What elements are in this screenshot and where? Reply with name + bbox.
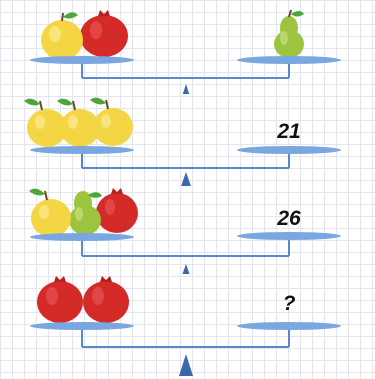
left-plate [30, 146, 134, 154]
pear-icon [274, 10, 304, 58]
apple-icon [29, 189, 71, 237]
scale-3 [0, 180, 375, 274]
scale-4 [0, 272, 375, 366]
pomegranate-icon [37, 276, 83, 323]
left-plate [30, 322, 134, 330]
right-plate [237, 322, 341, 330]
scale-4-drawing [0, 272, 375, 379]
pomegranate-icon [80, 10, 128, 57]
right-plate [237, 146, 341, 154]
left-plate [30, 233, 134, 241]
right-plate [237, 232, 341, 240]
scale-1-drawing [0, 0, 375, 94]
scale-1 [0, 0, 375, 94]
apple-icon [41, 12, 83, 60]
scale-4-value: ? [282, 292, 296, 315]
fulcrum-icon [179, 354, 193, 376]
pomegranate-icon [83, 276, 129, 323]
scale-2-value: 21 [277, 120, 301, 143]
left-plate [30, 56, 134, 64]
scale-3-value: 26 [277, 207, 301, 230]
right-plate [237, 56, 341, 64]
apple-icon [24, 99, 67, 147]
pear-icon [69, 191, 102, 235]
pomegranate-icon [96, 188, 138, 233]
scale-2 [0, 92, 375, 186]
